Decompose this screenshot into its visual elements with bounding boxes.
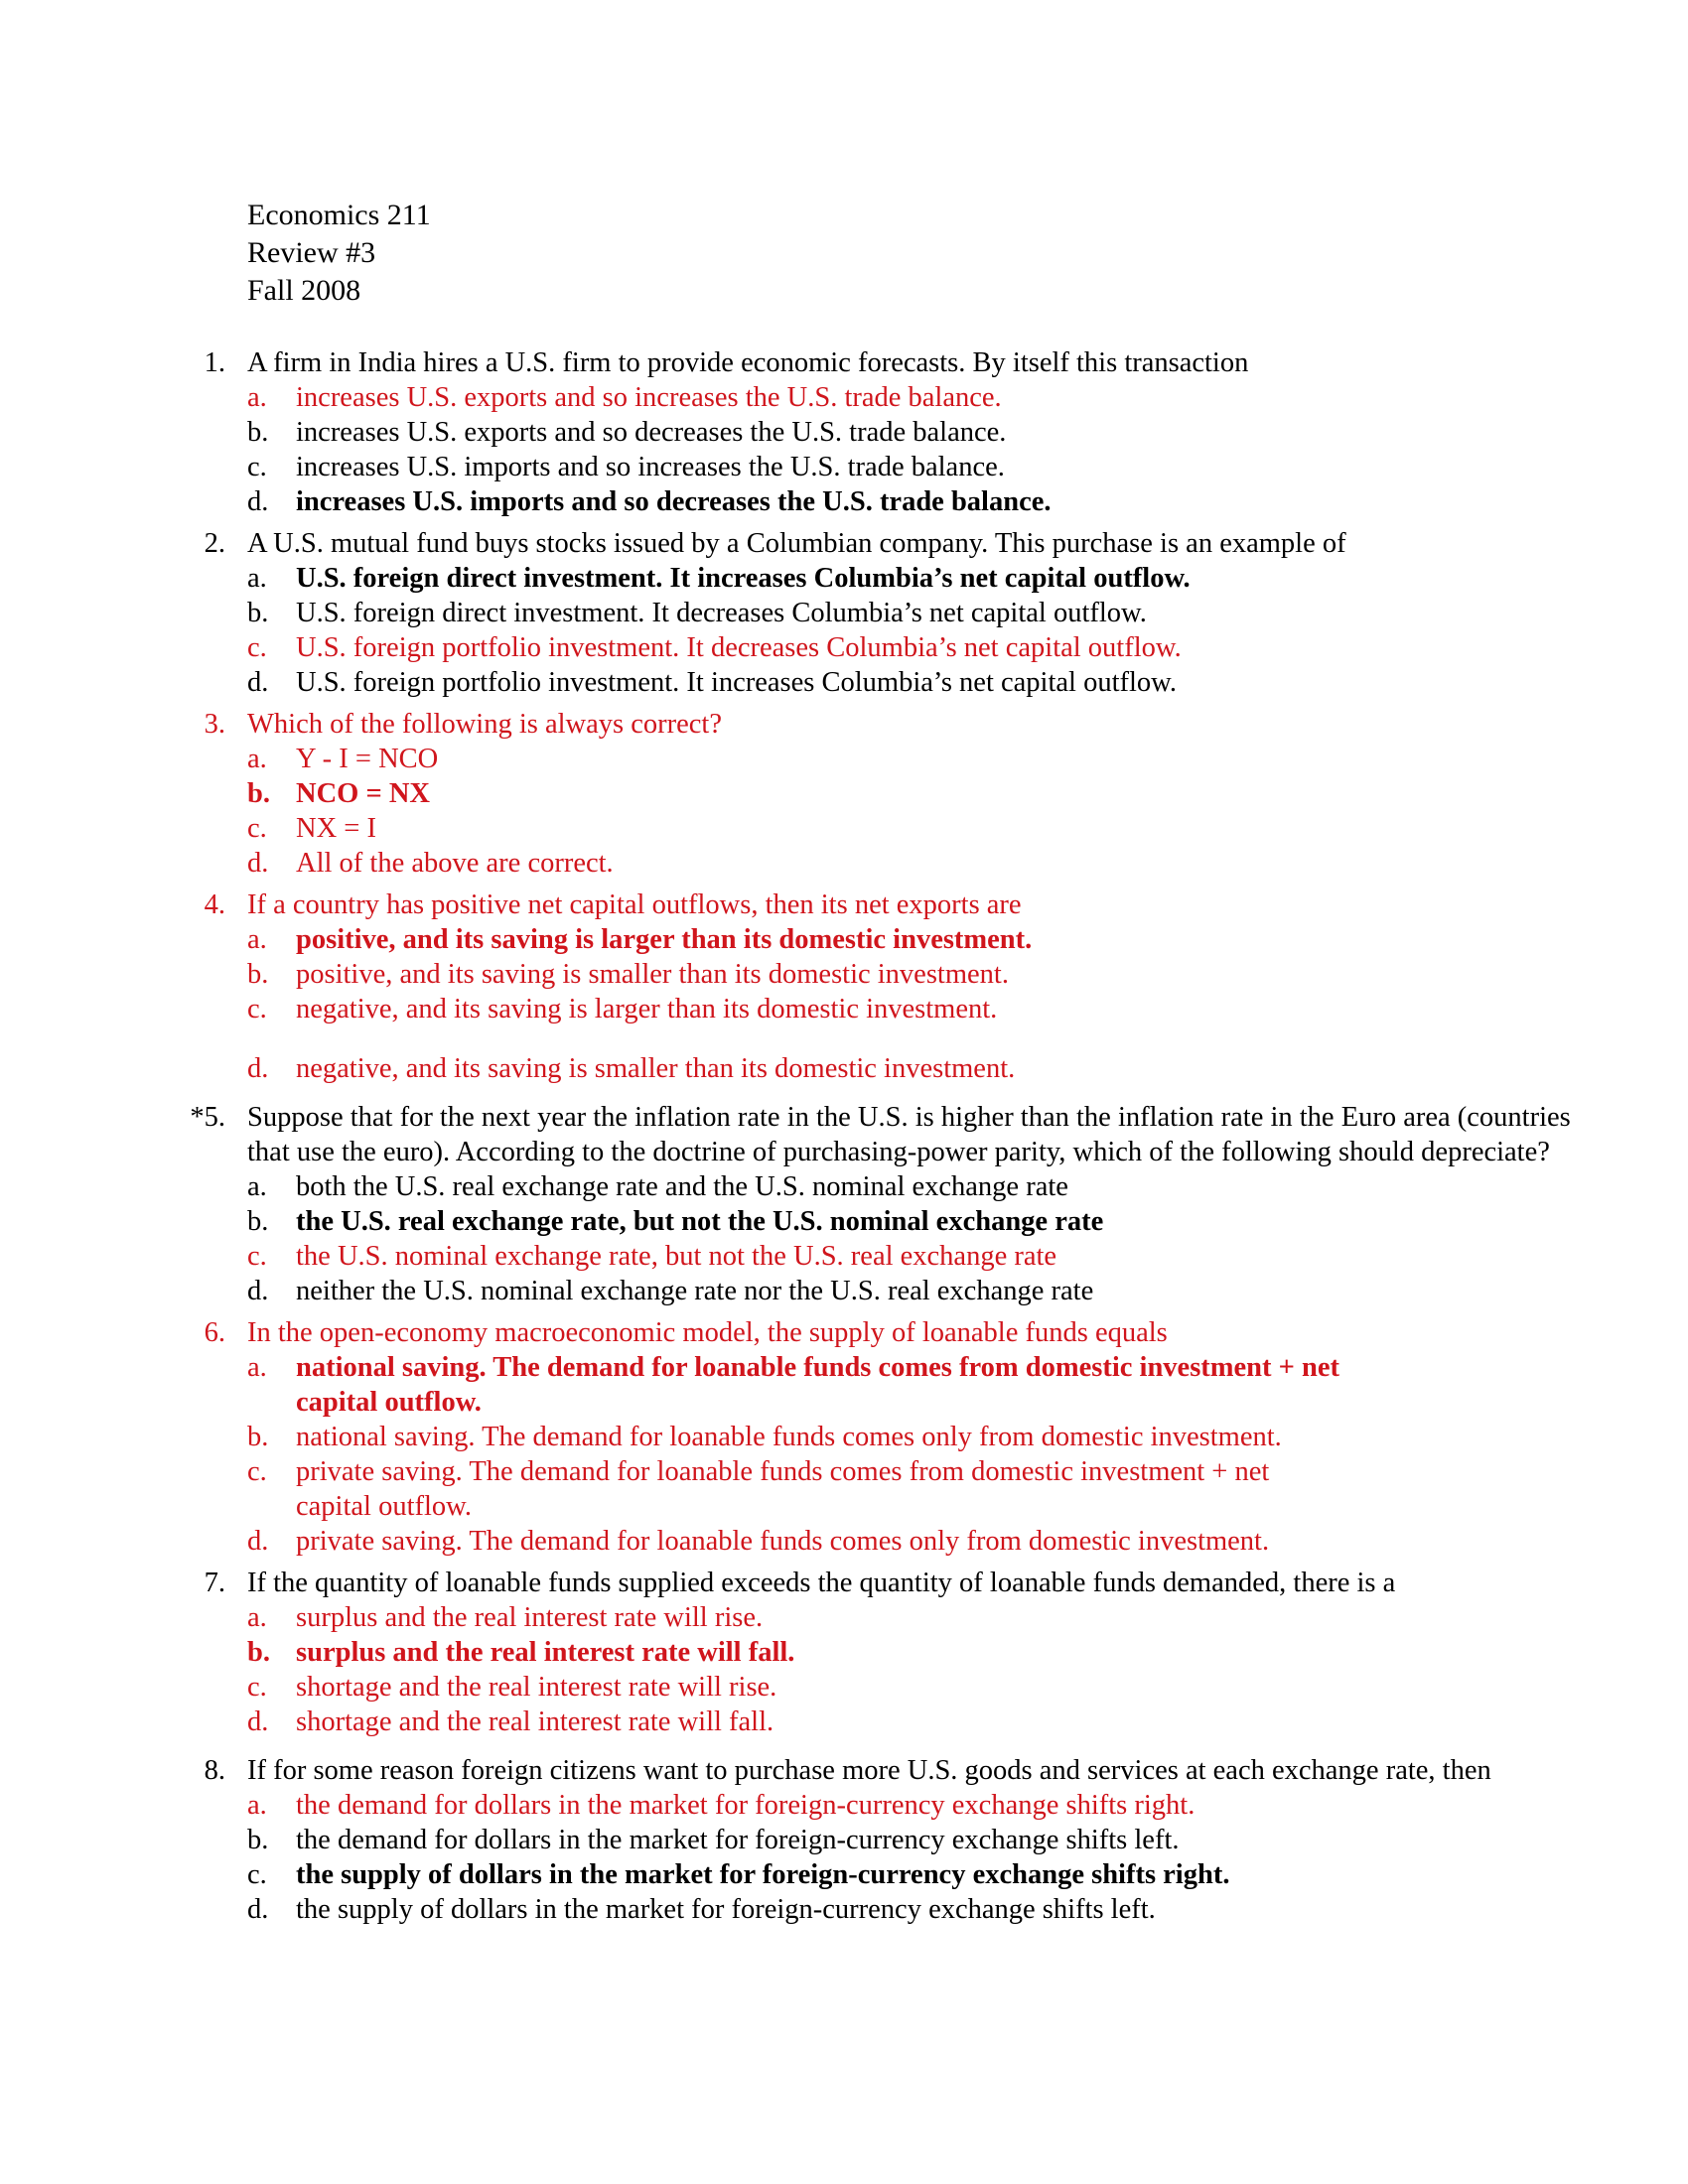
option-text: both the U.S. real exchange rate and the U.S. nominal exchange rate	[296, 1171, 1068, 1202]
option-letter: a.	[247, 744, 267, 774]
option-text: the demand for dollars in the market for foreign-currency exchange shifts left.	[296, 1825, 1180, 1855]
question-text: If the quantity of loanable funds supplied exceeds the quantity of loanable funds demanded, there is a	[247, 1568, 1396, 1598]
option-text: the supply of dollars in the market for foreign-currency exchange shifts right.	[296, 1859, 1230, 1890]
option-letter: a.	[247, 924, 267, 955]
option-letter: c.	[247, 1456, 267, 1487]
option-letter: d.	[247, 1053, 269, 1084]
option-letter: c.	[247, 813, 267, 844]
option-letter: c.	[247, 1241, 267, 1272]
question-4	[0, 887, 1688, 1086]
question-5	[0, 1100, 1688, 1308]
option-letter: d.	[247, 848, 269, 879]
option-text: private saving. The demand for loanable funds comes from domestic investment + net capital outflow.	[296, 1456, 1270, 1522]
option-letter: a.	[247, 1602, 267, 1633]
option-letter: d.	[247, 1894, 269, 1925]
review-title: Review #3	[247, 236, 376, 269]
option-letter: b.	[247, 1206, 269, 1237]
option-text: U.S. foreign direct investment. It increases Columbia’s net capital outflow.	[296, 563, 1191, 594]
option-letter: b.	[247, 1422, 269, 1452]
option-text: shortage and the real interest rate will fall.	[296, 1706, 774, 1737]
question-7	[0, 1566, 1688, 1739]
option-letter: a.	[247, 382, 267, 413]
question-1	[0, 345, 1688, 519]
question-number: 8.	[204, 1755, 225, 1786]
option-text: the U.S. nominal exchange rate, but not the U.S. real exchange rate	[296, 1241, 1057, 1272]
option-text: surplus and the real interest rate will fall.	[296, 1637, 795, 1668]
option-text: positive, and its saving is larger than its domestic investment.	[296, 924, 1033, 955]
question-6	[0, 1315, 1688, 1559]
option-text: the demand for dollars in the market for foreign-currency exchange shifts right.	[296, 1790, 1196, 1821]
option-letter: b.	[247, 1825, 269, 1855]
option-text: neither the U.S. nominal exchange rate nor the U.S. real exchange rate	[296, 1276, 1094, 1306]
option-text: national saving. The demand for loanable funds comes only from domestic investment.	[296, 1422, 1282, 1452]
question-number: 4.	[204, 889, 225, 920]
option-text: All of the above are correct.	[296, 848, 614, 879]
option-letter: c.	[247, 1859, 267, 1890]
option-text: the supply of dollars in the market for foreign-currency exchange shifts left.	[296, 1894, 1156, 1925]
document-header	[247, 197, 431, 310]
option-letter: a.	[247, 1352, 267, 1383]
question-8	[0, 1753, 1688, 1927]
option-letter: c.	[247, 452, 267, 482]
question-text: A U.S. mutual fund buys stocks issued by a Columbian company. This purchase is an example of	[247, 528, 1346, 559]
option-letter: c.	[247, 994, 267, 1024]
option-letter: b.	[247, 1637, 270, 1668]
option-letter: b.	[247, 959, 269, 990]
option-text: increases U.S. imports and so increases the U.S. trade balance.	[296, 452, 1005, 482]
option-text: positive, and its saving is smaller than its domestic investment.	[296, 959, 1009, 990]
option-letter: a.	[247, 1171, 267, 1202]
option-letter: c.	[247, 632, 267, 663]
option-letter: d.	[247, 1526, 269, 1557]
option-text: increases U.S. imports and so decreases the U.S. trade balance.	[296, 486, 1052, 517]
option-letter: d.	[247, 667, 269, 698]
option-text: private saving. The demand for loanable funds comes only from domestic investment.	[296, 1526, 1270, 1557]
question-text: If for some reason foreign citizens want to purchase more U.S. goods and services at each exchange rate, then	[247, 1755, 1491, 1786]
option-text: negative, and its saving is smaller than its domestic investment.	[296, 1053, 1016, 1084]
option-text: Y - I = NCO	[296, 744, 439, 774]
option-letter: d.	[247, 1276, 269, 1306]
question-number: 2.	[204, 528, 225, 559]
option-letter: d.	[247, 1706, 269, 1737]
option-text: U.S. foreign direct investment. It decreases Columbia’s net capital outflow.	[296, 598, 1147, 628]
option-text: U.S. foreign portfolio investment. It decreases Columbia’s net capital outflow.	[296, 632, 1182, 663]
course-title: Economics 211	[247, 199, 431, 231]
question-text: Suppose that for the next year the inflation rate in the U.S. is higher than the inflation rate in the Euro area (countries that use the euro). According to the doctrine of purchasing-power parity, which of the following should depreciate?	[247, 1102, 1571, 1167]
option-text: shortage and the real interest rate will rise.	[296, 1672, 777, 1703]
option-letter: a.	[247, 563, 267, 594]
question-list	[0, 345, 1688, 1934]
question-2	[0, 526, 1688, 700]
question-text: In the open-economy macroeconomic model, the supply of loanable funds equals	[247, 1317, 1168, 1348]
question-text: A firm in India hires a U.S. firm to provide economic forecasts. By itself this transaction	[247, 347, 1249, 378]
question-text: Which of the following is always correct?	[247, 709, 723, 740]
option-text: NCO = NX	[296, 778, 430, 809]
option-text: national saving. The demand for loanable funds comes from domestic investment + net capital outflow.	[296, 1352, 1339, 1418]
option-letter: a.	[247, 1790, 267, 1821]
option-letter: c.	[247, 1672, 267, 1703]
question-number: 7.	[204, 1568, 225, 1598]
option-text: surplus and the real interest rate will rise.	[296, 1602, 764, 1633]
question-number: *5.	[190, 1102, 225, 1133]
option-text: increases U.S. exports and so decreases the U.S. trade balance.	[296, 417, 1007, 448]
option-letter: b.	[247, 778, 270, 809]
question-number: 3.	[204, 709, 225, 740]
question-text: If a country has positive net capital outflows, then its net exports are	[247, 889, 1022, 920]
option-letter: d.	[247, 486, 269, 517]
question-number: 6.	[204, 1317, 225, 1348]
option-text: negative, and its saving is larger than its domestic investment.	[296, 994, 998, 1024]
term-label: Fall 2008	[247, 274, 361, 307]
option-letter: b.	[247, 417, 269, 448]
option-text: the U.S. real exchange rate, but not the U.S. nominal exchange rate	[296, 1206, 1104, 1237]
option-text: increases U.S. exports and so increases the U.S. trade balance.	[296, 382, 1002, 413]
question-number: 1.	[204, 347, 225, 378]
option-text: U.S. foreign portfolio investment. It increases Columbia’s net capital outflow.	[296, 667, 1178, 698]
option-text: NX = I	[296, 813, 376, 844]
option-letter: b.	[247, 598, 269, 628]
question-3	[0, 707, 1688, 881]
